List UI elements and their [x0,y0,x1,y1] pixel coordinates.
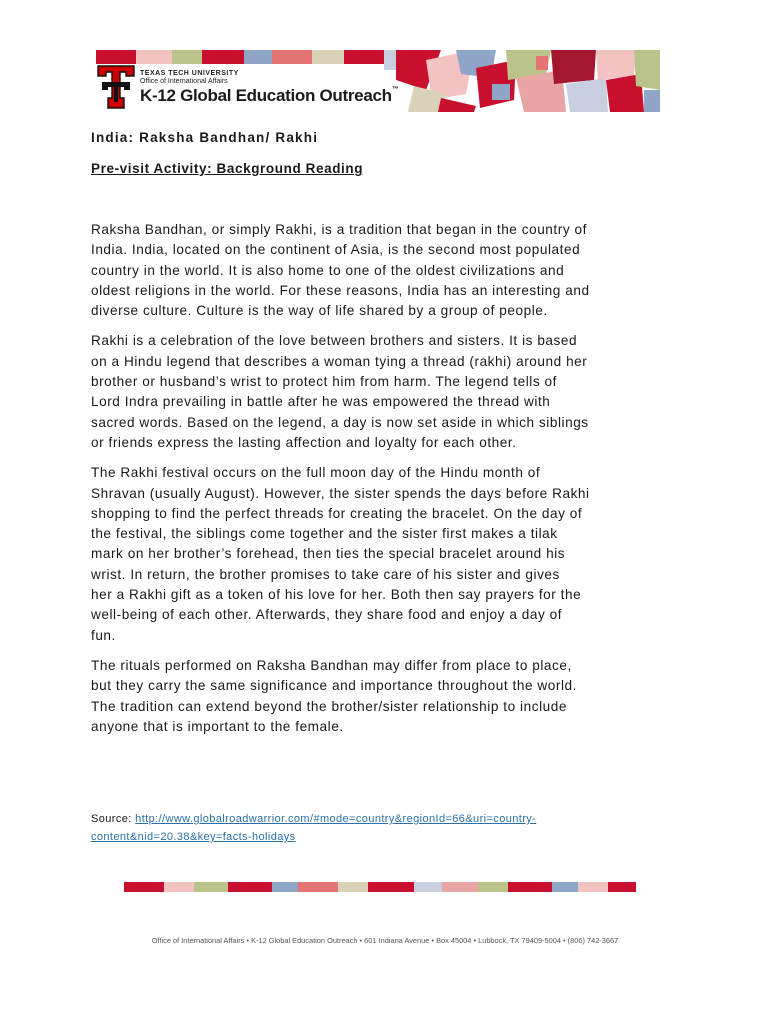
office-name: Office of International Affairs [140,78,228,85]
source-link-continued[interactable]: content&nid=20.38&key=facts-holidays [91,831,296,843]
text-line: country in the world. It is also home to one of the oldest civilizations and [91,262,565,278]
text-line: or friends express the lasting affection and loyalty for each other. [91,434,517,450]
text-line: fun. [91,627,116,643]
program-name [140,86,398,106]
text-line: oldest religions in the world. For these reasons, India has an interesting and [91,282,590,298]
text-line: Rakhi is a celebration of the love between brothers and sisters. It is based [91,333,578,349]
footer-contact: Office of International Affairs • K-12 Global Education Outreach • 601 Indiana Avenue • Box 45004 • Lubbock, TX 79409-5004 • (806) 742-3667 [151,936,619,945]
text-line: diverse culture. Culture is the way of life shared by a group of people. [91,303,548,319]
text-line: mark on her brother’s forehead, then ties the special bracelet around his [91,546,566,562]
text-line: her a Rakhi gift as a token of his love for her. Both then say prayers for the [91,587,582,603]
trademark-symbol: ™ [391,86,399,93]
source-link[interactable]: http://www.globalroadwarrior.com/#mode=country&regionId=66&uri=country- [135,813,537,825]
text-line: The rituals performed on Raksha Bandhan may differ from place to place, [91,657,572,673]
text-line: India. India, located on the continent of Asia, is the second most populated [91,242,581,258]
source-citation [91,810,536,846]
source-label: Source: [91,813,136,825]
paragraph [91,220,687,321]
program-name-text: K-12 Global Education Outreach [140,86,392,105]
body-text [91,220,687,747]
text-line: Lord Indra prevailing in battle after he was empowered the thread with [91,394,551,410]
text-line: The Rakhi festival occurs on the full moon day of the Hindu month of [91,465,541,481]
document-title: India: Raksha Bandhan/ Rakhi [91,130,319,145]
paragraph [91,656,687,737]
text-line: shopping to find the perfect threads for creating the bracelet. On the day of [91,505,583,521]
text-line: Shravan (usually August). However, the sister spends the days before Rakhi [91,485,590,501]
paragraph [91,331,687,453]
text-line: The tradition can extend beyond the brother/sister relationship to include [91,698,567,714]
header-banner [96,50,660,112]
double-t-logo-icon [96,64,136,110]
text-line: anyone that is important to the female. [91,718,344,734]
text-line: Raksha Bandhan, or simply Rakhi, is a tradition that began in the country of [91,222,587,237]
footer-patchwork-bar [124,882,636,892]
paragraph [91,463,687,646]
text-line: brother or husband’s wrist to protect him from harm. The legend tells of [91,374,557,390]
logo-area [96,64,399,112]
text-line: on a Hindu legend that describes a woman tying a thread (rakhi) around her [91,353,588,369]
university-name: TEXAS TECH UNIVERSITY [140,70,239,77]
text-line: well-being of each other. Afterwards, they share food and enjoy a day of [91,607,563,623]
document-subtitle: Pre-visit Activity: Background Reading [91,161,364,176]
text-line: but they carry the same significance and importance throughout the world. [91,678,577,694]
text-line: wrist. In return, the brother promises to take care of his sister and gives [91,566,560,582]
text-line: sacred words. Based on the legend, a day is now set aside in which siblings [91,414,589,430]
text-line: the festival, the siblings come together and the sister first makes a tilak [91,526,558,542]
